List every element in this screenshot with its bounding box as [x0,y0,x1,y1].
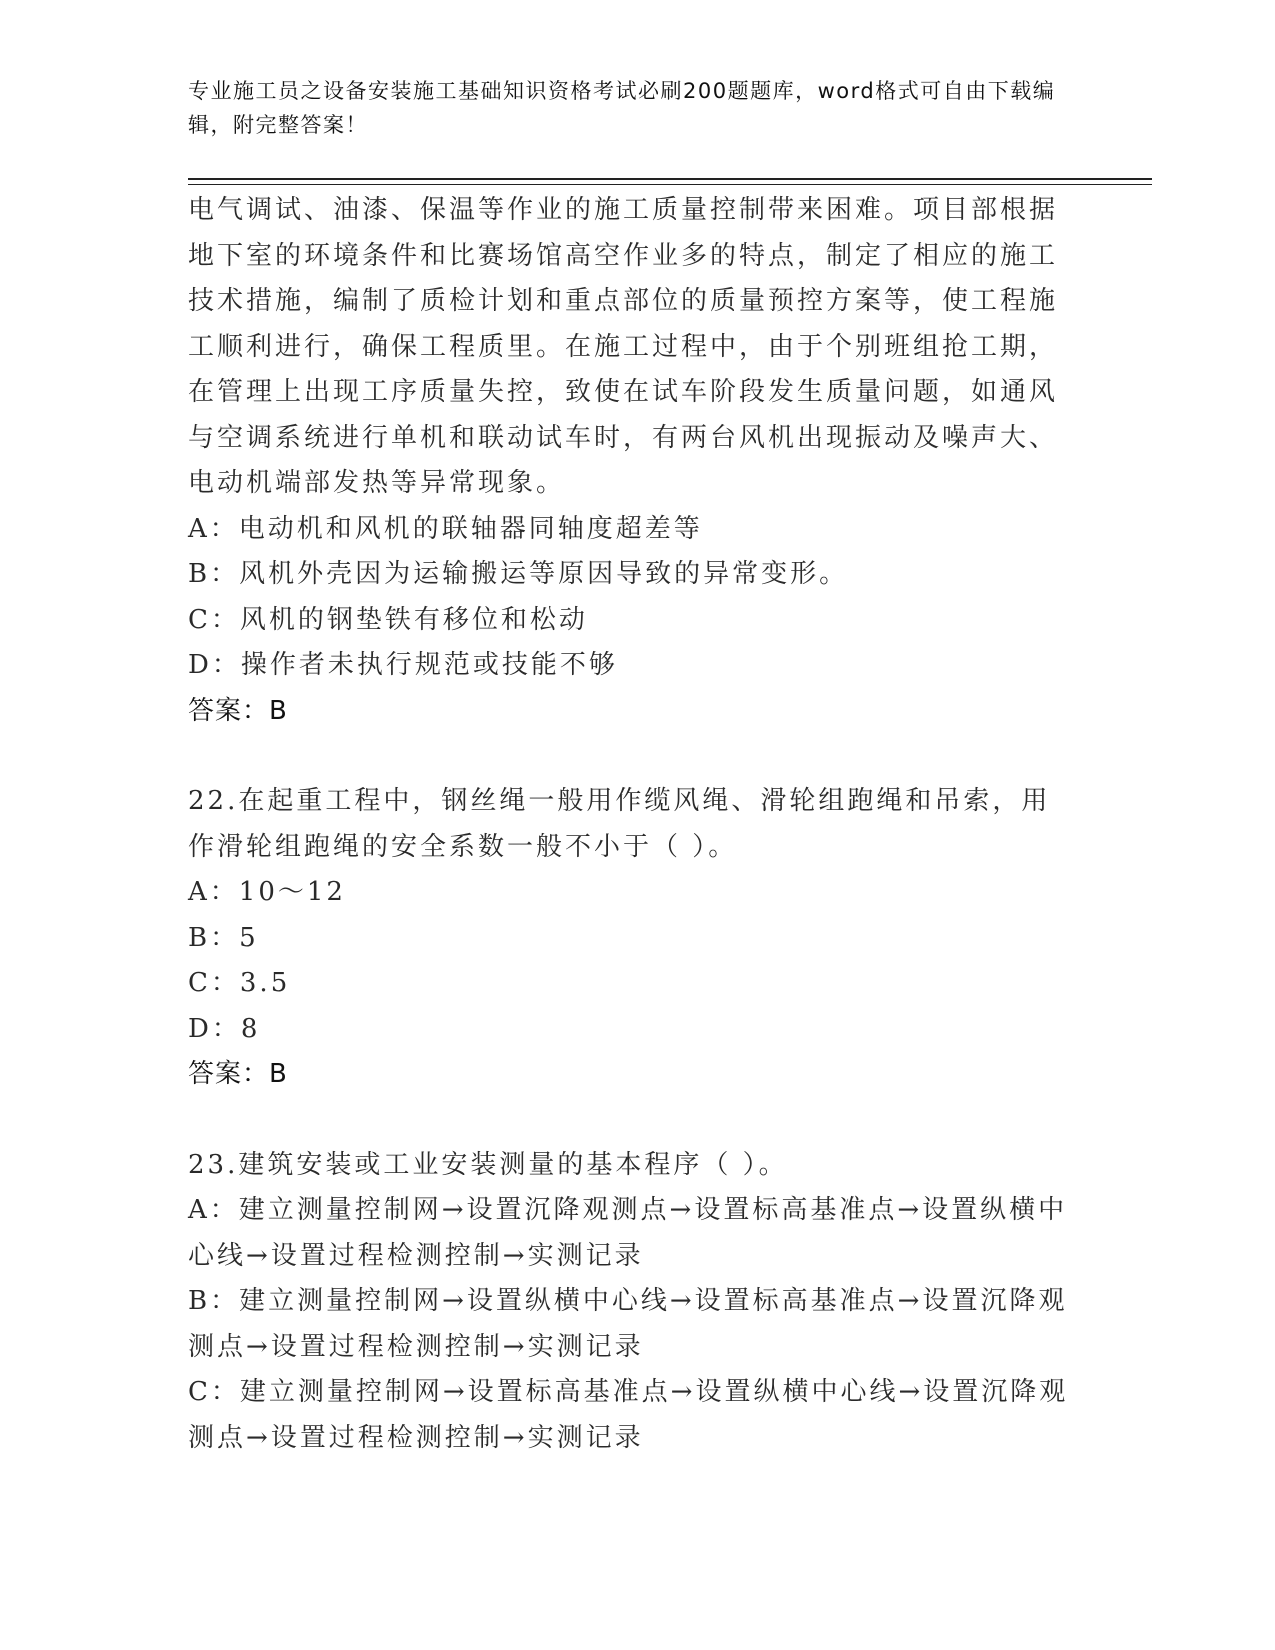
section-gap [188,1098,1078,1143]
option-a: A：建立测量控制网→设置沉降观测点→设置标高基准点→设置纵横中心线→设置过程检测控制→实测记录 [188,1195,1068,1271]
option-a: A：10～12 [188,877,346,907]
option-c: C：建立测量控制网→设置标高基准点→设置纵横中心线→设置沉降观测点→设置过程检测控制→实测记录 [188,1377,1069,1453]
option-b: B：建立测量控制网→设置纵横中心线→设置标高基准点→设置沉降观测点→设置过程检测控制→实测记录 [188,1286,1068,1362]
option-b: B：5 [188,922,259,953]
question-stem: 23.建筑安装或工业安装测量的基本程序（ ）。 [188,1149,788,1180]
answer: 答案：B [188,1059,288,1089]
header-divider-thick [188,178,1152,180]
question-23 [188,1143,1078,1462]
option-d: D：操作者未执行规范或技能不够 [188,650,618,680]
section-gap [188,734,1078,779]
question-stem: 电气调试、油漆、保温等作业的施工质量控制带来困难。项目部根据地下室的环境条件和比赛场馆高空作业多的特点，制定了相应的施工技术措施，编制了质检计划和重点部位的质量预控方案等，使工程施工顺利进行，确保工程质里。在施工过程中，由于个别班组抢工期，在管理上出现工序质量失控，致使在试车阶段发生质量问题，如通风与空调系统进行单机和联动试车时，有两台风机出现振动及噪声大、电动机端部发热等异常现象。 [188,195,1059,498]
option-c: C：风机的钢垫铁有移位和松动 [188,604,588,635]
option-c: C：3.5 [188,968,291,998]
option-b: B：风机外壳因为运输搬运等原因导致的异常变形。 [188,559,849,589]
document-body [188,188,1078,1461]
question-21 [188,188,1078,734]
question-22 [188,779,1078,1098]
answer: 答案：B [188,695,288,726]
page-header-title: 专业施工员之设备安装施工基础知识资格考试必刷200题题库，word格式可自由下载编辑，附完整答案！ [188,79,1056,137]
option-a: A：电动机和风机的联轴器同轴度超差等 [188,513,703,544]
question-stem: 22.在起重工程中，钢丝绳一般用作缆风绳、滑轮组跑绳和吊索，用作滑轮组跑绳的安全系数一般不小于（ ）。 [188,786,1051,862]
header-divider-thin [188,184,1152,185]
option-d: D：8 [188,1013,261,1044]
